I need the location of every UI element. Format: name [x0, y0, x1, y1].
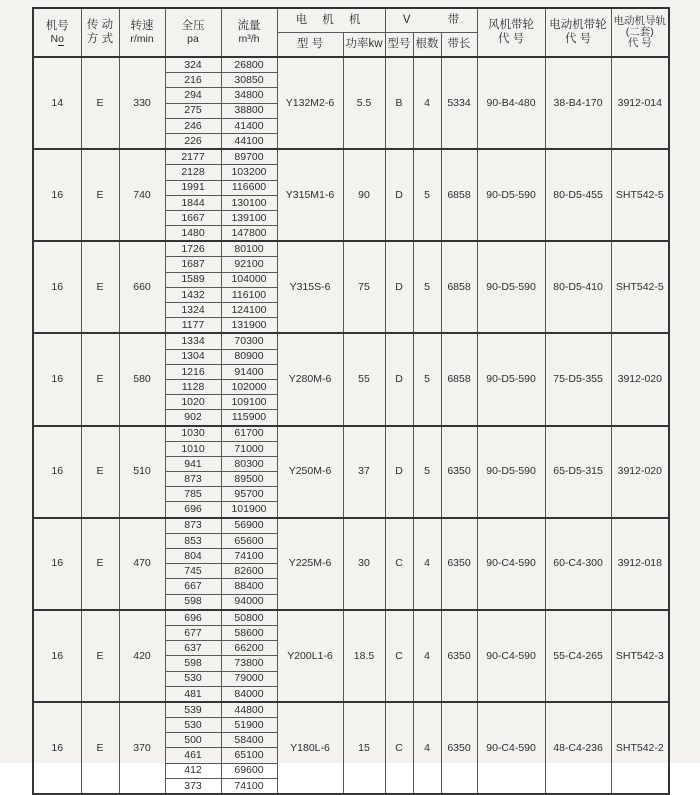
cell-drive-mode: E — [81, 610, 119, 702]
cell-total-pressure: 902 — [165, 410, 221, 426]
cell-total-pressure: 873 — [165, 472, 221, 487]
cell-total-pressure: 373 — [165, 778, 221, 794]
cell-drive-mode: E — [81, 702, 119, 794]
data-row — [33, 518, 669, 534]
cell-fan-pulley-code: 90-C4-590 — [477, 518, 545, 610]
cell-total-pressure: 1667 — [165, 210, 221, 225]
cell-flow-rate: 88400 — [221, 579, 277, 594]
cell-speed: 470 — [119, 518, 165, 610]
cell-total-pressure: 804 — [165, 549, 221, 564]
cell-flow-rate: 104000 — [221, 272, 277, 287]
header-machine-no — [33, 8, 81, 57]
fan-motor-spec-table — [32, 7, 670, 795]
cell-drive-mode: E — [81, 426, 119, 518]
cell-total-pressure: 1334 — [165, 333, 221, 349]
cell-fan-pulley-code: 90-B4-480 — [477, 57, 545, 149]
spec-group — [33, 702, 669, 794]
cell-motor-rail-code: 3912-020 — [611, 426, 669, 518]
cell-motor-rail-code: SHT542-2 — [611, 702, 669, 794]
cell-total-pressure: 500 — [165, 733, 221, 748]
cell-motor-pulley-code: 55-C4-265 — [545, 610, 611, 702]
cell-flow-rate: 34800 — [221, 88, 277, 103]
cell-motor-rail-code: 3912-018 — [611, 518, 669, 610]
cell-motor-rail-code: SHT542-5 — [611, 241, 669, 333]
cell-flow-rate: 130100 — [221, 195, 277, 210]
cell-total-pressure: 1589 — [165, 272, 221, 287]
cell-total-pressure: 324 — [165, 57, 221, 73]
cell-motor-power: 37 — [343, 426, 385, 518]
cell-vbelt-type: B — [385, 57, 413, 149]
cell-motor-pulley-code: 75-D5-355 — [545, 333, 611, 425]
cell-fan-pulley-code: 90-C4-590 — [477, 702, 545, 794]
cell-total-pressure: 785 — [165, 487, 221, 502]
header-motor-group: 电 机 机 — [277, 8, 385, 33]
cell-motor-model: Y200L1-6 — [277, 610, 343, 702]
cell-motor-pulley-code: 48-C4-236 — [545, 702, 611, 794]
header-vbelt-count: 根数 — [413, 33, 441, 58]
cell-vbelt-type: D — [385, 241, 413, 333]
cell-vbelt-length: 6350 — [441, 426, 477, 518]
header-motor-pulley-code: 电动机带轮 代 号 — [545, 8, 611, 57]
cell-flow-rate: 65100 — [221, 748, 277, 763]
cell-total-pressure: 598 — [165, 656, 221, 671]
cell-flow-rate: 58400 — [221, 733, 277, 748]
cell-machine-no: 16 — [33, 518, 81, 610]
cell-drive-mode: E — [81, 518, 119, 610]
cell-speed: 420 — [119, 610, 165, 702]
spec-group — [33, 241, 669, 333]
header-vbelt-length: 带长 — [441, 33, 477, 58]
cell-total-pressure: 598 — [165, 594, 221, 610]
cell-machine-no: 14 — [33, 57, 81, 149]
cell-flow-rate: 80100 — [221, 241, 277, 257]
header-total-pressure: 全压 pa — [165, 8, 221, 57]
cell-flow-rate: 84000 — [221, 686, 277, 702]
cell-vbelt-length: 6350 — [441, 518, 477, 610]
cell-motor-pulley-code: 80-D5-455 — [545, 149, 611, 241]
cell-motor-power: 18.5 — [343, 610, 385, 702]
cell-motor-pulley-code: 60-C4-300 — [545, 518, 611, 610]
cell-vbelt-type: C — [385, 702, 413, 794]
cell-total-pressure: 2177 — [165, 149, 221, 165]
cell-motor-model: Y315M1-6 — [277, 149, 343, 241]
cell-flow-rate: 50800 — [221, 610, 277, 626]
cell-flow-rate: 66200 — [221, 641, 277, 656]
cell-flow-rate: 89500 — [221, 472, 277, 487]
cell-total-pressure: 1687 — [165, 257, 221, 272]
cell-total-pressure: 853 — [165, 533, 221, 548]
cell-total-pressure: 1216 — [165, 364, 221, 379]
cell-fan-pulley-code: 90-D5-590 — [477, 426, 545, 518]
cell-flow-rate: 79000 — [221, 671, 277, 686]
cell-total-pressure: 530 — [165, 718, 221, 733]
cell-vbelt-count: 5 — [413, 333, 441, 425]
cell-flow-rate: 89700 — [221, 149, 277, 165]
cell-total-pressure: 1304 — [165, 349, 221, 364]
cell-flow-rate: 38800 — [221, 103, 277, 118]
cell-vbelt-length: 5334 — [441, 57, 477, 149]
cell-flow-rate: 91400 — [221, 364, 277, 379]
cell-vbelt-count: 4 — [413, 518, 441, 610]
cell-total-pressure: 216 — [165, 73, 221, 88]
cell-fan-pulley-code: 90-D5-590 — [477, 149, 545, 241]
cell-motor-model: Y180L-6 — [277, 702, 343, 794]
cell-motor-rail-code: SHT542-3 — [611, 610, 669, 702]
cell-flow-rate: 109100 — [221, 395, 277, 410]
cell-total-pressure: 696 — [165, 610, 221, 626]
cell-motor-model: Y225M-6 — [277, 518, 343, 610]
cell-vbelt-count: 5 — [413, 149, 441, 241]
data-row — [33, 241, 669, 257]
cell-flow-rate: 44100 — [221, 133, 277, 149]
cell-flow-rate: 61700 — [221, 426, 277, 442]
cell-total-pressure: 1844 — [165, 195, 221, 210]
cell-total-pressure: 667 — [165, 579, 221, 594]
cell-total-pressure: 412 — [165, 763, 221, 778]
header-drive-mode: 传 动 方 式 — [81, 8, 119, 57]
header-flow-rate: 流量 m³/h — [221, 8, 277, 57]
cell-vbelt-type: C — [385, 518, 413, 610]
spec-group — [33, 333, 669, 425]
data-row — [33, 702, 669, 718]
cell-motor-power: 5.5 — [343, 57, 385, 149]
cell-speed: 580 — [119, 333, 165, 425]
cell-machine-no: 16 — [33, 610, 81, 702]
data-row — [33, 333, 669, 349]
cell-vbelt-count: 4 — [413, 702, 441, 794]
header-vbelt-type: 型号 — [385, 33, 413, 58]
cell-flow-rate: 70300 — [221, 333, 277, 349]
table-header — [33, 8, 669, 57]
cell-fan-pulley-code: 90-C4-590 — [477, 610, 545, 702]
cell-flow-rate: 94000 — [221, 594, 277, 610]
cell-flow-rate: 30850 — [221, 73, 277, 88]
cell-flow-rate: 115900 — [221, 410, 277, 426]
cell-motor-model: Y132M2-6 — [277, 57, 343, 149]
cell-total-pressure: 246 — [165, 118, 221, 133]
cell-total-pressure: 1020 — [165, 395, 221, 410]
cell-flow-rate: 80900 — [221, 349, 277, 364]
cell-drive-mode: E — [81, 149, 119, 241]
cell-flow-rate: 80300 — [221, 456, 277, 471]
cell-total-pressure: 1324 — [165, 303, 221, 318]
header-machine-no-latin: No — [50, 33, 64, 46]
data-row — [33, 57, 669, 73]
cell-flow-rate: 92100 — [221, 257, 277, 272]
cell-motor-rail-code: 3912-020 — [611, 333, 669, 425]
cell-motor-power: 75 — [343, 241, 385, 333]
cell-total-pressure: 1177 — [165, 318, 221, 334]
cell-total-pressure: 539 — [165, 702, 221, 718]
cell-total-pressure: 1432 — [165, 287, 221, 302]
cell-total-pressure: 637 — [165, 641, 221, 656]
cell-vbelt-type: C — [385, 610, 413, 702]
cell-motor-model: Y250M-6 — [277, 426, 343, 518]
cell-motor-pulley-code: 65-D5-315 — [545, 426, 611, 518]
cell-vbelt-length: 6350 — [441, 610, 477, 702]
cell-drive-mode: E — [81, 241, 119, 333]
cell-speed: 370 — [119, 702, 165, 794]
cell-motor-pulley-code: 80-D5-410 — [545, 241, 611, 333]
cell-total-pressure: 1128 — [165, 379, 221, 394]
cell-vbelt-length: 6858 — [441, 241, 477, 333]
cell-flow-rate: 73800 — [221, 656, 277, 671]
cell-motor-rail-code: SHT542-5 — [611, 149, 669, 241]
cell-flow-rate: 74100 — [221, 549, 277, 564]
cell-drive-mode: E — [81, 333, 119, 425]
cell-vbelt-type: D — [385, 149, 413, 241]
cell-total-pressure: 2128 — [165, 165, 221, 180]
cell-machine-no: 16 — [33, 241, 81, 333]
cell-vbelt-type: D — [385, 333, 413, 425]
cell-fan-pulley-code: 90-D5-590 — [477, 333, 545, 425]
cell-machine-no: 16 — [33, 702, 81, 794]
cell-total-pressure: 294 — [165, 88, 221, 103]
cell-speed: 330 — [119, 57, 165, 149]
cell-vbelt-count: 5 — [413, 426, 441, 518]
cell-drive-mode: E — [81, 57, 119, 149]
cell-flow-rate: 26800 — [221, 57, 277, 73]
spec-group — [33, 518, 669, 610]
cell-total-pressure: 941 — [165, 456, 221, 471]
cell-speed: 740 — [119, 149, 165, 241]
cell-total-pressure: 677 — [165, 625, 221, 640]
spec-group — [33, 610, 669, 702]
header-fan-pulley-code: 风机带轮 代 号 — [477, 8, 545, 57]
cell-motor-power: 30 — [343, 518, 385, 610]
cell-vbelt-length: 6858 — [441, 149, 477, 241]
header-motor-power: 功率kw — [343, 33, 385, 58]
cell-flow-rate: 74100 — [221, 778, 277, 794]
data-row — [33, 149, 669, 165]
data-row — [33, 426, 669, 442]
cell-total-pressure: 275 — [165, 103, 221, 118]
cell-total-pressure: 745 — [165, 564, 221, 579]
cell-flow-rate: 44800 — [221, 702, 277, 718]
cell-vbelt-count: 5 — [413, 241, 441, 333]
header-row-1 — [33, 8, 669, 33]
cell-flow-rate: 41400 — [221, 118, 277, 133]
cell-total-pressure: 1010 — [165, 441, 221, 456]
cell-total-pressure: 226 — [165, 133, 221, 149]
cell-total-pressure: 1030 — [165, 426, 221, 442]
cell-fan-pulley-code: 90-D5-590 — [477, 241, 545, 333]
cell-flow-rate: 103200 — [221, 165, 277, 180]
cell-total-pressure: 481 — [165, 686, 221, 702]
header-motor-model: 型 号 — [277, 33, 343, 58]
cell-flow-rate: 65600 — [221, 533, 277, 548]
cell-flow-rate: 116100 — [221, 287, 277, 302]
cell-total-pressure: 873 — [165, 518, 221, 534]
cell-speed: 660 — [119, 241, 165, 333]
cell-motor-power: 15 — [343, 702, 385, 794]
cell-vbelt-type: D — [385, 426, 413, 518]
cell-motor-power: 55 — [343, 333, 385, 425]
cell-machine-no: 16 — [33, 149, 81, 241]
cell-vbelt-length: 6858 — [441, 333, 477, 425]
cell-flow-rate: 101900 — [221, 502, 277, 518]
cell-flow-rate: 71000 — [221, 441, 277, 456]
cell-total-pressure: 461 — [165, 748, 221, 763]
cell-motor-pulley-code: 38-B4-170 — [545, 57, 611, 149]
cell-vbelt-length: 6350 — [441, 702, 477, 794]
cell-total-pressure: 1480 — [165, 226, 221, 242]
cell-flow-rate: 116600 — [221, 180, 277, 195]
cell-flow-rate: 139100 — [221, 210, 277, 225]
cell-motor-model: Y280M-6 — [277, 333, 343, 425]
cell-flow-rate: 95700 — [221, 487, 277, 502]
cell-total-pressure: 530 — [165, 671, 221, 686]
spec-group — [33, 426, 669, 518]
cell-vbelt-count: 4 — [413, 57, 441, 149]
spec-group — [33, 57, 669, 149]
cell-flow-rate: 147800 — [221, 226, 277, 242]
cell-flow-rate: 131900 — [221, 318, 277, 334]
cell-flow-rate: 82600 — [221, 564, 277, 579]
cell-flow-rate: 58600 — [221, 625, 277, 640]
cell-speed: 510 — [119, 426, 165, 518]
cell-motor-model: Y315S-6 — [277, 241, 343, 333]
header-motor-rail-code: 电动机导轨 (二套) 代 号 — [611, 8, 669, 57]
data-row — [33, 610, 669, 626]
cell-flow-rate: 102000 — [221, 379, 277, 394]
cell-motor-power: 90 — [343, 149, 385, 241]
cell-total-pressure: 1991 — [165, 180, 221, 195]
spec-group — [33, 149, 669, 241]
cell-total-pressure: 1726 — [165, 241, 221, 257]
header-machine-no-cn: 机号 — [45, 19, 69, 32]
cell-flow-rate: 56900 — [221, 518, 277, 534]
cell-flow-rate: 69600 — [221, 763, 277, 778]
cell-flow-rate: 124100 — [221, 303, 277, 318]
cell-flow-rate: 51900 — [221, 718, 277, 733]
cell-vbelt-count: 4 — [413, 610, 441, 702]
cell-total-pressure: 696 — [165, 502, 221, 518]
cell-machine-no: 16 — [33, 333, 81, 425]
cell-motor-rail-code: 3912-014 — [611, 57, 669, 149]
header-vbelt-group: V 带 — [385, 8, 477, 33]
header-speed: 转速 r/min — [119, 8, 165, 57]
cell-machine-no: 16 — [33, 426, 81, 518]
